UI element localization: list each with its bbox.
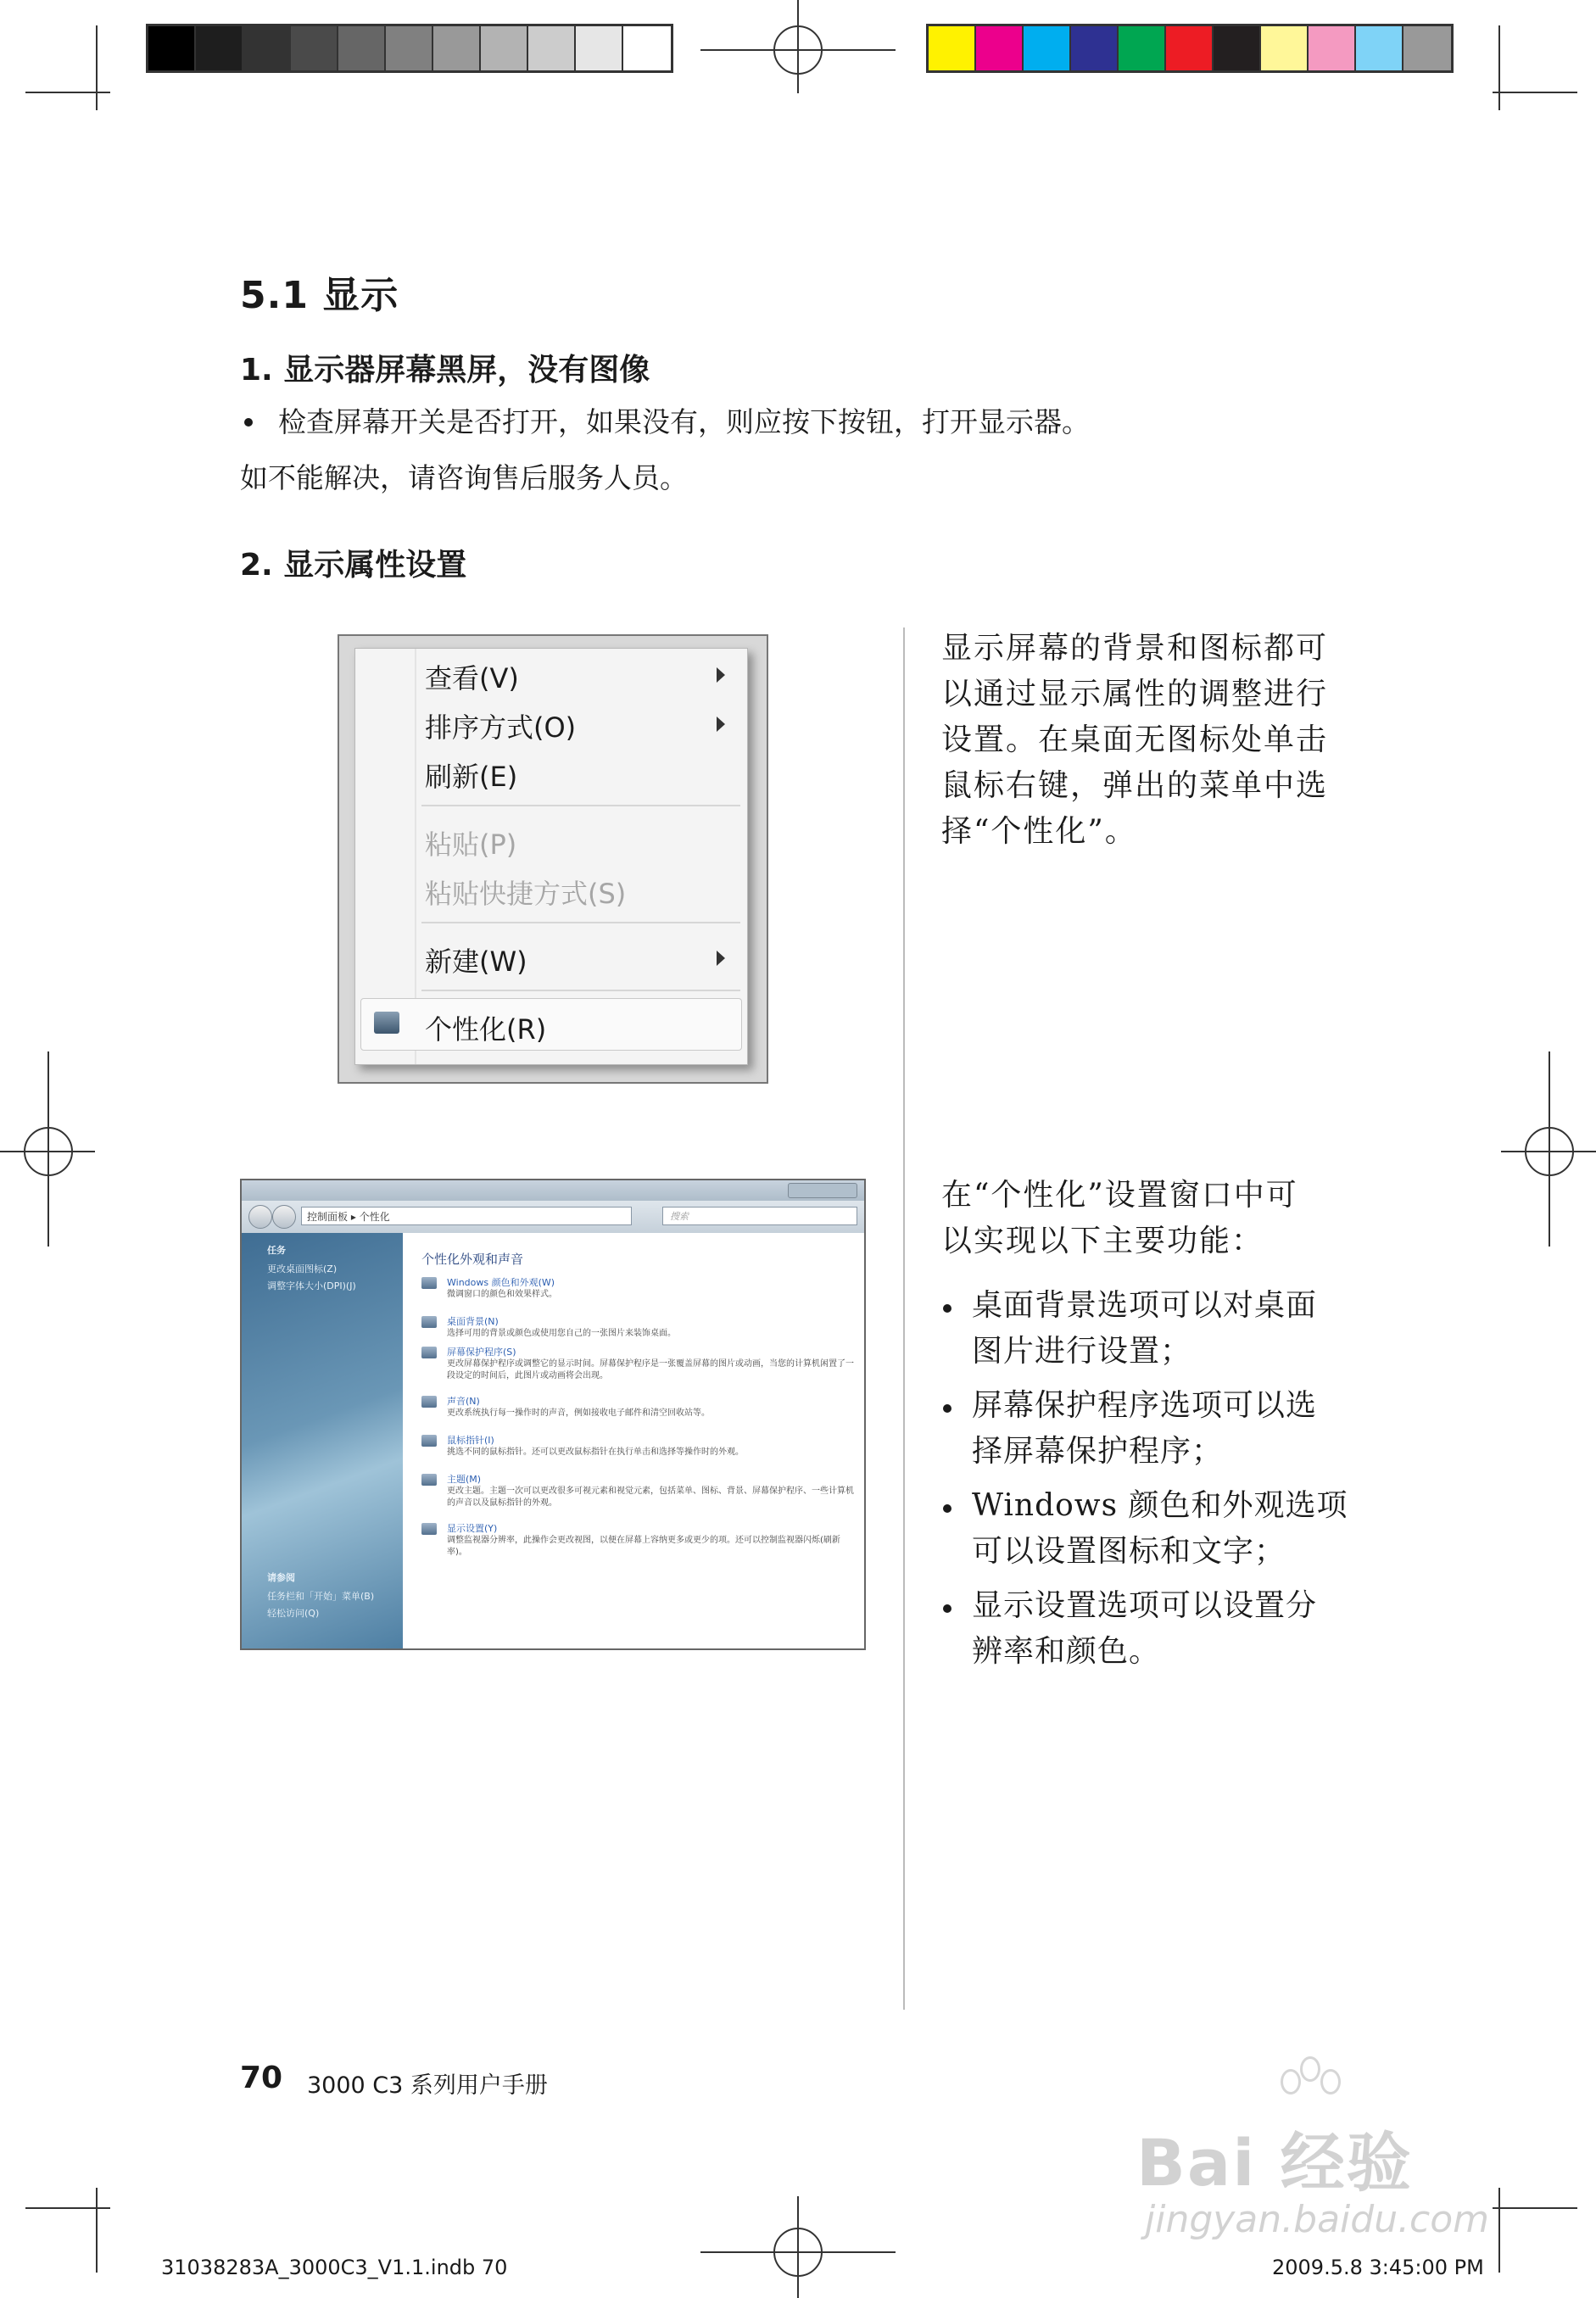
tasks-title: 任务 bbox=[267, 1245, 286, 1256]
settings-entry-title[interactable]: 主题(M) bbox=[447, 1474, 482, 1485]
menu-separator bbox=[421, 990, 740, 991]
submenu-arrow-icon bbox=[717, 667, 725, 683]
color-swatch bbox=[1119, 26, 1166, 70]
color-swatch bbox=[386, 26, 433, 70]
see-also-link[interactable]: 任务栏和「开始」菜单(B) bbox=[267, 1591, 375, 1602]
settings-icon bbox=[421, 1347, 437, 1358]
task-pane bbox=[242, 1233, 403, 1648]
color-swatch bbox=[1071, 26, 1119, 70]
settings-entry-title[interactable]: 鼠标指针(I) bbox=[447, 1435, 494, 1446]
settings-icon bbox=[421, 1316, 437, 1328]
settings-icon bbox=[421, 1277, 437, 1289]
main-title: 个性化外观和声音 bbox=[421, 1252, 524, 1267]
color-swatch bbox=[1261, 26, 1309, 70]
color-registration-bar bbox=[926, 24, 1454, 73]
bullet-dot bbox=[244, 418, 253, 427]
settings-entry-desc: 选择可用的背景或颜色或使用您自己的一张图片来装饰桌面。 bbox=[447, 1329, 676, 1338]
settings-entry-desc: 更改屏幕保护程序或调整它的显示时间。屏幕保护程序是一张覆盖屏幕的图片或动画，当您的计算机闲置了一段设定的时间后，此图片或动画将会出现。 bbox=[447, 1359, 854, 1380]
task-link[interactable]: 调整字体大小(DPI)(J) bbox=[267, 1280, 356, 1291]
context-menu-item[interactable]: 新建(W) bbox=[425, 945, 527, 978]
feature-line: 择屏幕保护程序； bbox=[972, 1434, 1224, 1469]
feature-item bbox=[941, 1583, 1348, 1675]
settings-icon bbox=[421, 1396, 437, 1408]
bullet-text: 检查屏幕开关是否打开，如果没有，则应按下按钮，打开显示器。 bbox=[278, 405, 1090, 438]
context-menu-item[interactable]: 粘贴(P) bbox=[425, 828, 517, 861]
color-swatch bbox=[623, 26, 671, 70]
feature-line: 可以设置图标和文字； bbox=[972, 1534, 1286, 1569]
feature-line: 辨率和颜色。 bbox=[972, 1634, 1161, 1669]
context-menu-item[interactable]: 排序方式(O) bbox=[425, 711, 577, 744]
page-number: 70 bbox=[240, 2061, 283, 2095]
color-swatch bbox=[433, 26, 481, 70]
note-text: 如不能解决，请咨询售后服务人员。 bbox=[240, 461, 688, 494]
color-swatch bbox=[1166, 26, 1214, 70]
menu-separator bbox=[421, 805, 740, 806]
feature-item bbox=[941, 1283, 1348, 1375]
gray-ramp-bar bbox=[146, 24, 673, 73]
color-swatch bbox=[1403, 26, 1451, 70]
submenu-arrow-icon bbox=[717, 717, 725, 732]
baidu-watermark bbox=[1119, 2052, 1526, 2256]
feature-line: 图片进行设置； bbox=[972, 1334, 1192, 1369]
color-swatch bbox=[148, 26, 196, 70]
color-swatch bbox=[196, 26, 243, 70]
context-menu-item[interactable]: 查看(V) bbox=[425, 662, 519, 694]
search-box[interactable]: 搜索 bbox=[662, 1207, 857, 1225]
watermark-logo: Bai 经验 bbox=[1136, 2125, 1413, 2200]
color-swatch bbox=[929, 26, 976, 70]
color-swatch bbox=[1309, 26, 1356, 70]
paragraph-context-menu bbox=[941, 626, 1331, 855]
color-swatch bbox=[976, 26, 1024, 70]
navigation-bar bbox=[242, 1201, 864, 1233]
watermark-url: jingyan.baidu.com bbox=[1145, 2198, 1490, 2241]
color-swatch bbox=[1214, 26, 1261, 70]
text-line: 鼠标右键，弹出的菜单中选 bbox=[941, 768, 1329, 803]
color-swatch bbox=[1356, 26, 1403, 70]
print-timestamp: 2009.5.8 3:45:00 PM bbox=[1272, 2256, 1484, 2279]
color-swatch bbox=[576, 26, 623, 70]
see-also-title: 请参阅 bbox=[267, 1572, 295, 1583]
feature-line: 显示设置选项可以设置分 bbox=[972, 1588, 1318, 1623]
settings-entry-desc: 挑选不同的鼠标指针。还可以更改鼠标指针在执行单击和选择等操作时的外观。 bbox=[447, 1447, 744, 1457]
personalize-icon bbox=[374, 1012, 399, 1034]
settings-icon bbox=[421, 1474, 437, 1486]
text-line: 显示屏幕的背景和图标都可 bbox=[941, 631, 1329, 666]
color-swatch bbox=[1024, 26, 1071, 70]
settings-entry-title[interactable]: 显示设置(Y) bbox=[447, 1523, 498, 1534]
settings-entry-title[interactable]: 桌面背景(N) bbox=[447, 1316, 499, 1327]
settings-entry-desc: 更改系统执行每一操作时的声音，例如接收电子邮件和清空回收站等。 bbox=[447, 1408, 710, 1418]
task-link[interactable]: 更改桌面图标(Z) bbox=[267, 1263, 338, 1274]
color-swatch bbox=[528, 26, 576, 70]
file-info: 31038283A_3000C3_V1.1.indb 70 bbox=[161, 2256, 508, 2279]
subsection-heading-1: 1. 显示器屏幕黑屏，没有图像 bbox=[240, 353, 650, 388]
paragraph-personalize bbox=[941, 1173, 1331, 1264]
submenu-arrow-icon bbox=[717, 951, 725, 966]
see-also-link[interactable]: 轻松访问(Q) bbox=[267, 1608, 320, 1619]
feature-list bbox=[941, 1283, 1348, 1683]
text-line: 以实现以下主要功能： bbox=[941, 1224, 1264, 1258]
window-title-bar bbox=[242, 1180, 864, 1201]
context-menu-item[interactable]: 粘贴快捷方式(S) bbox=[425, 878, 627, 910]
menu-item-highlight bbox=[360, 998, 742, 1051]
text-line: 设置。在桌面无图标处单击 bbox=[941, 722, 1329, 757]
address-bar[interactable]: 控制面板 ▸ 个性化 bbox=[301, 1207, 632, 1225]
text-line: 以通过显示属性的调整进行 bbox=[941, 677, 1329, 711]
settings-entry-title[interactable]: 屏幕保护程序(S) bbox=[447, 1347, 516, 1358]
text-line: 择“个性化”。 bbox=[941, 814, 1137, 849]
settings-icon bbox=[421, 1435, 437, 1447]
paw-icon bbox=[1276, 2052, 1344, 2111]
color-swatch bbox=[338, 26, 386, 70]
feature-item bbox=[941, 1483, 1348, 1575]
back-button[interactable] bbox=[248, 1205, 272, 1229]
feature-item bbox=[941, 1383, 1348, 1475]
personalization-window-screenshot bbox=[240, 1179, 866, 1650]
color-swatch bbox=[481, 26, 528, 70]
context-menu bbox=[354, 648, 748, 1065]
context-menu-item[interactable]: 刷新(E) bbox=[425, 761, 518, 793]
text-line: 在“个性化”设置窗口中可 bbox=[941, 1178, 1298, 1213]
settings-icon bbox=[421, 1523, 437, 1535]
settings-entry-desc: 微调窗口的颜色和效果样式。 bbox=[447, 1290, 557, 1299]
color-swatch bbox=[243, 26, 291, 70]
feature-line: 屏幕保护程序选项可以选 bbox=[972, 1388, 1318, 1423]
section-title: 5.1 显示 bbox=[240, 274, 399, 317]
window-controls[interactable] bbox=[788, 1183, 857, 1198]
context-menu-item[interactable]: 个性化(R) bbox=[425, 1013, 547, 1046]
forward-button[interactable] bbox=[272, 1205, 296, 1229]
manual-title: 3000 C3 系列用户手册 bbox=[307, 2072, 548, 2099]
main-content bbox=[403, 1233, 864, 1648]
menu-separator bbox=[421, 922, 740, 923]
context-menu-screenshot bbox=[338, 634, 768, 1084]
settings-entry-title[interactable]: Windows 颜色和外观(W) bbox=[447, 1277, 555, 1288]
settings-entry-desc: 更改主题。主题一次可以更改很多可视元素和视觉元素，包括菜单、图标、背景、屏幕保护程序、一些计算机的声音以及鼠标指针的外观。 bbox=[447, 1486, 854, 1508]
feature-line: Windows 颜色和外观选项 bbox=[972, 1488, 1348, 1523]
settings-entry-desc: 调整监视器分辨率，此操作会更改视图，以便在屏幕上容纳更多或更少的项。还可以控制监视器闪烁(刷新率)。 bbox=[447, 1536, 840, 1557]
subsection-heading-2: 2. 显示属性设置 bbox=[240, 548, 467, 583]
settings-entry-title[interactable]: 声音(N) bbox=[447, 1396, 480, 1407]
color-swatch bbox=[291, 26, 338, 70]
feature-line: 桌面背景选项可以对桌面 bbox=[972, 1288, 1318, 1323]
